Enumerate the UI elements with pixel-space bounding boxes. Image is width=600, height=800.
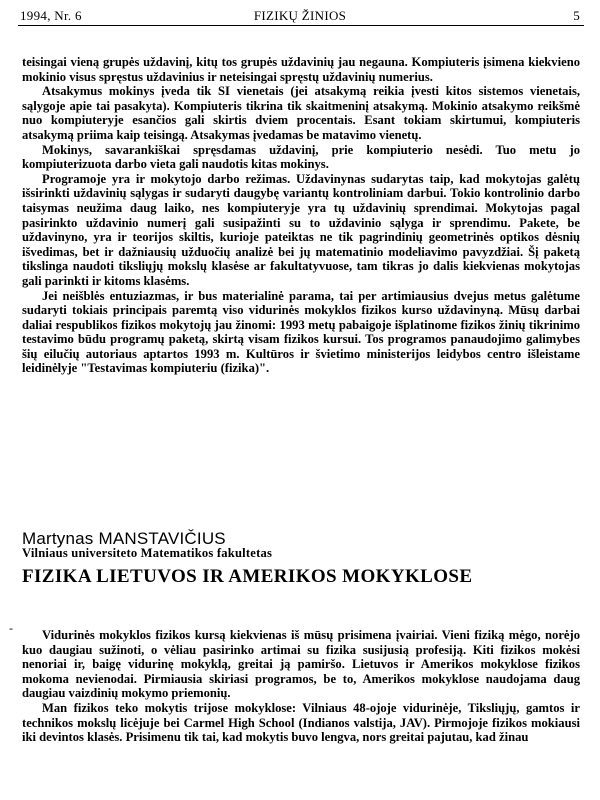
article-title: FIZIKA LIETUVOS IR AMERIKOS MOKYKLOSE	[22, 566, 473, 587]
paragraph: teisingai vieną grupės uždavinį, kitų tos grupės uždavinių jau negauna. Kompiuteris įsimena kiekvieno mokinio visus spręstus uždavinius ir neteisingai spręstų uždavinių numerius.	[22, 55, 580, 84]
previous-article-body	[22, 55, 580, 376]
author-affiliation: Vilniaus universiteto Matematikos fakultetas	[22, 546, 273, 560]
header-rule	[18, 25, 584, 26]
margin-mark: -	[9, 621, 13, 635]
journal-title: FIZIKŲ ŽINIOS	[253, 8, 347, 23]
paragraph: Jei neišblės entuziazmas, ir bus materialinė parama, tai per artimiausius dvejus metus galėtume sudaryti tokiais principais paremtą viso vidurinės mokyklos fizikos kurso uždavinyną. Mūsų darbai daliai respublikos fizikos mokytojų jau žinomi: 1993 metų pabaigoje išplatinome fizikos žinių tikrinimo testavimo būdu programų paketą, skirtą visam fizikos kursui. Tos programos panaudojimo galimybes šių eilučių autoriaus aptartos 1993 m. Kultūros ir švietimo ministerijos leidybos centro išleistame leidinėlyje "Testavimas kompiuteriu (fizika)".	[22, 288, 580, 376]
paragraph: Vidurinės mokyklos fizikos kursą kiekvienas iš mūsų prisimena įvairiai. Vieni fiziką mėgo, norėjo kuo daugiau sužinoti, o vėliau pasirinko artimai su fizika susijusią profesiją. Kiti fizikos mokėsi nenoriai ir, baigę vidurinę mokyklą, greitai ją pamiršo. Lietuvos ir Amerikos mokyklose fizikos mokoma nevienodai. Pirmiausia skiriasi programos, be to, Amerikos mokyklose naudojama daug daugiau vaizdinių mokymo priemonių.	[22, 628, 580, 701]
paragraph: Mokinys, savarankiškai spręsdamas uždavinį, prie kompiuterio nesėdi. Tuo metu jo kompiuterizuota darbo vieta gali naudotis kitas mokinys.	[22, 142, 580, 172]
issue-label: 1994, Nr. 6	[20, 8, 82, 23]
page-number: 5	[573, 8, 580, 23]
article-body	[22, 628, 580, 745]
author-last-name: MANSTAVIČIUS	[98, 529, 226, 548]
paragraph: Programoje yra ir mokytojo darbo režimas. Uždavinynas sudarytas taip, kad mokytojas galėtų išsirinkti uždavinių sąlygas ir sudaryti daugybę variantų kontroliniam darbui. Tokio kontrolinio darbo taisymas neužima daug laiko, nes kompiuteryje yra tų uždavinių sprendimai. Mokytojas pagal pasirinkto uždavinio numerį gali susipažinti su to uždavinio sąlyga ir sprendimu. Pakete, be uždavinyno, yra ir teorijos skiltis, kurioje pateiktas ne tik pagrindinių geometrinės optikos dėsnių išvedimas, bet ir dažniausių užduočių analizė bei jų matematinio modeliavimo pavyzdžiai. Šį paketą tikslinga naudoti tiksliųjų mokslų klasėse ar fakultatyvuose, tam tikras jo dalis kiekvienas mokytojas gali parinkti ir kitoms klasėms.	[22, 171, 580, 288]
paragraph: Atsakymus mokinys įveda tik SI vienetais (jei atsakymą reikia įvesti kitos sistemos vienetais, sąlygoje apie tai pasakyta). Kompiuteris tikrina tik skaitmeninį atsakymą. Mokinio atsakymo reikšmė nuo kompiuteryje esančios gali skirtis dviem procentais. Esant tokiam skirtumui, kompiuteris atsakymą priima kaip teisingą. Atsakymas įvedamas be matavimo vienetų.	[22, 84, 580, 142]
author-first-name: Martynas	[22, 529, 94, 548]
paragraph: Man fizikos teko mokytis trijose mokyklose: Vilniaus 48-ojoje vidurinėje, Tiksliųjų, gamtos ir technikos mokslų licėjuje bei Carmel High School (Indianos valstija, JAV). Pirmojoje fizikos mokiausi iki devintos klasės. Prisimenu tik tai, kad mokytis buvo lengva, nors greitai pajutau, kad žinau	[22, 700, 580, 745]
